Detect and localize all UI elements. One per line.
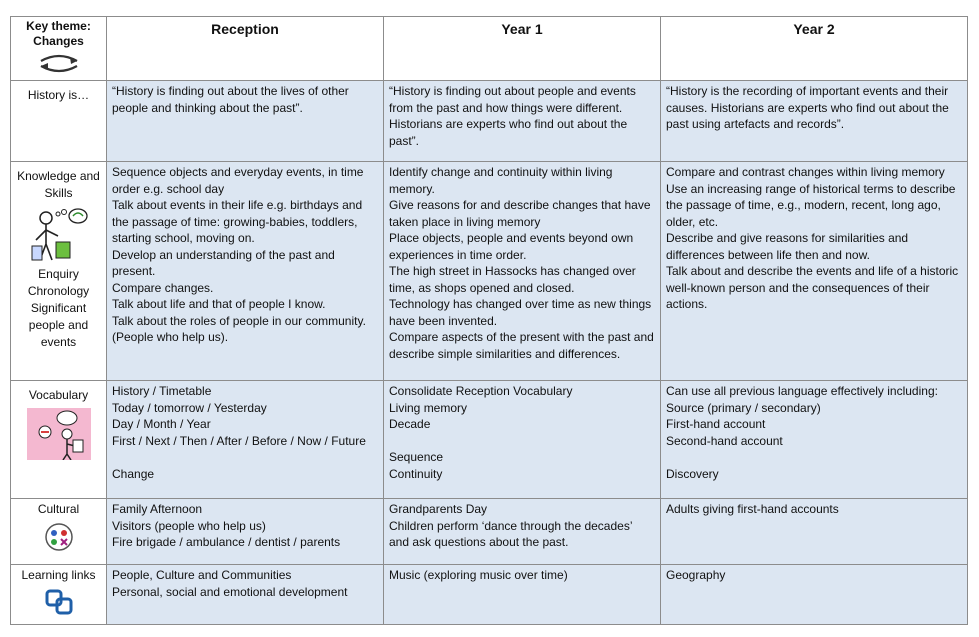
list-item: Talk about the roles of people in our community. (People who help us). bbox=[112, 313, 366, 344]
list-item: Source (primary / secondary) bbox=[666, 400, 821, 415]
list-item: The high street in Hassocks has changed over time, as shops opened and closed. bbox=[389, 264, 636, 295]
list-item: Continuity bbox=[389, 466, 443, 481]
year1-header: Year 1 bbox=[384, 17, 661, 81]
vocabulary-row-label bbox=[11, 381, 107, 499]
list-item: Talk about events in their life e.g. birthdays and the passage of time: growing-babies, toddlers, starting school, moving on. bbox=[112, 198, 363, 245]
list-item: Music (exploring music over time) bbox=[389, 568, 568, 582]
list-item: Talk about and describe the events and life of a historic well-known person and the consequences of their actions. bbox=[666, 264, 959, 311]
links-year2 bbox=[661, 565, 968, 625]
list-item: Place objects, people and events beyond own experiences in time order. bbox=[389, 231, 634, 262]
list-item: Sequence bbox=[389, 450, 444, 464]
culture-circle-icon bbox=[44, 522, 74, 552]
list-item: Day / Month / Year bbox=[112, 417, 211, 431]
list-item: Discovery bbox=[666, 466, 719, 481]
cultural-year1 bbox=[384, 499, 661, 565]
list-item: Second-hand account bbox=[666, 433, 783, 448]
list-item: First-hand account bbox=[666, 417, 766, 431]
list-item: Compare aspects of the present with the past and describe simple similarities and differences. bbox=[389, 330, 654, 361]
knowledge-label-0: Enquiry bbox=[38, 267, 79, 281]
list-item: Talk about life and that of people I know. bbox=[112, 297, 326, 311]
list-item: Grandparents Day bbox=[389, 502, 488, 516]
list-item: People, Culture and Communities bbox=[112, 568, 292, 582]
knowledge-label-4: events bbox=[40, 335, 77, 349]
links-reception bbox=[107, 565, 384, 625]
list-item: Give reasons for and describe changes that have taken place in living memory bbox=[389, 198, 651, 229]
list-item: Compare and contrast changes within living memory bbox=[666, 165, 945, 179]
list-item: Develop an understanding of the past and present. bbox=[112, 247, 335, 278]
changes-label: Changes bbox=[33, 34, 84, 48]
list-item: Living memory bbox=[389, 400, 468, 415]
cultural-year2 bbox=[661, 499, 968, 565]
knowledge-year1 bbox=[384, 162, 661, 381]
list-item: Compare changes. bbox=[112, 280, 214, 295]
vocabulary-row bbox=[11, 381, 968, 499]
list-item: First / Next / Then / After / Before / Now / Future bbox=[112, 433, 366, 448]
list-item: Fire brigade / ambulance / dentist / parents bbox=[112, 535, 341, 549]
list-item: Technology has changed over time as new things have been invented. bbox=[389, 297, 652, 328]
list-item: Change bbox=[112, 466, 155, 481]
history-year1: “History is finding out about people and events from the past and how things were different. Historians are experts who find out about the past”. bbox=[384, 81, 661, 162]
knowledge-reception bbox=[107, 162, 384, 381]
list-item: Can use all previous language effectively including: bbox=[666, 384, 938, 398]
list-item: Geography bbox=[666, 568, 726, 582]
list-item: Adults giving first-hand accounts bbox=[666, 502, 839, 516]
list-item: Children perform ‘dance through the decades’ and ask questions about the past. bbox=[389, 518, 633, 549]
reception-header: Reception bbox=[107, 17, 384, 81]
list-item: Consolidate Reception Vocabulary bbox=[389, 384, 573, 398]
knowledge-label-2: Significant bbox=[30, 301, 87, 315]
list-item: Decade bbox=[389, 417, 431, 431]
vocabulary-label: Vocabulary bbox=[28, 388, 89, 402]
header-row bbox=[11, 17, 968, 81]
links-year1 bbox=[384, 565, 661, 625]
knowledge-label-1: Chronology bbox=[27, 284, 90, 298]
history-year2: “History is the recording of important events and their causes. Historians are experts who find out about the past using artefacts and records”. bbox=[661, 81, 968, 162]
list-item: Use an increasing range of historical terms to describe the passage of time, e.g., modern, recent, long ago, older, etc. bbox=[666, 181, 956, 229]
vocabulary-year1 bbox=[384, 381, 661, 499]
knowledge-row bbox=[11, 162, 968, 381]
people-talking-icon bbox=[27, 408, 91, 460]
list-spacer bbox=[389, 433, 655, 450]
knowledge-row-label bbox=[11, 162, 107, 381]
history-row bbox=[11, 81, 968, 162]
scientist-experiment-icon bbox=[28, 206, 90, 264]
list-item: Personal, social and emotional development bbox=[112, 584, 348, 599]
links-label: Learning links bbox=[21, 568, 96, 582]
list-item: Describe and give reasons for similarities and differences between life then and now. bbox=[666, 231, 909, 262]
knowledge-label-3: people and bbox=[28, 318, 89, 332]
list-item: Family Afternoon bbox=[112, 502, 203, 516]
curved-arrows-icon bbox=[37, 53, 81, 73]
list-item: Today / tomorrow / Yesterday bbox=[112, 400, 267, 415]
list-item: Identify change and continuity within living memory. bbox=[389, 165, 613, 196]
vocabulary-year2 bbox=[661, 381, 968, 499]
key-theme-cell bbox=[11, 17, 107, 81]
history-row-label: History is… bbox=[11, 81, 107, 162]
cultural-row bbox=[11, 499, 968, 565]
year2-header: Year 2 bbox=[661, 17, 968, 81]
list-spacer bbox=[112, 449, 378, 466]
list-item: Visitors (people who help us) bbox=[112, 518, 266, 533]
links-row bbox=[11, 565, 968, 625]
cultural-row-label bbox=[11, 499, 107, 565]
vocabulary-reception bbox=[107, 381, 384, 499]
history-reception: “History is finding out about the lives of other people and thinking about the past”. bbox=[107, 81, 384, 162]
knowledge-label-top: Knowledge and Skills bbox=[17, 169, 100, 200]
list-item: History / Timetable bbox=[112, 384, 212, 398]
knowledge-year2 bbox=[661, 162, 968, 381]
cultural-label: Cultural bbox=[37, 502, 80, 516]
history-curriculum-table bbox=[10, 16, 968, 625]
list-item: Sequence objects and everyday events, in time order e.g. school day bbox=[112, 165, 364, 196]
links-row-label bbox=[11, 565, 107, 625]
list-spacer bbox=[666, 449, 962, 466]
linked-squares-icon bbox=[44, 588, 74, 616]
cultural-reception bbox=[107, 499, 384, 565]
key-theme-label: Key theme: bbox=[26, 19, 91, 33]
